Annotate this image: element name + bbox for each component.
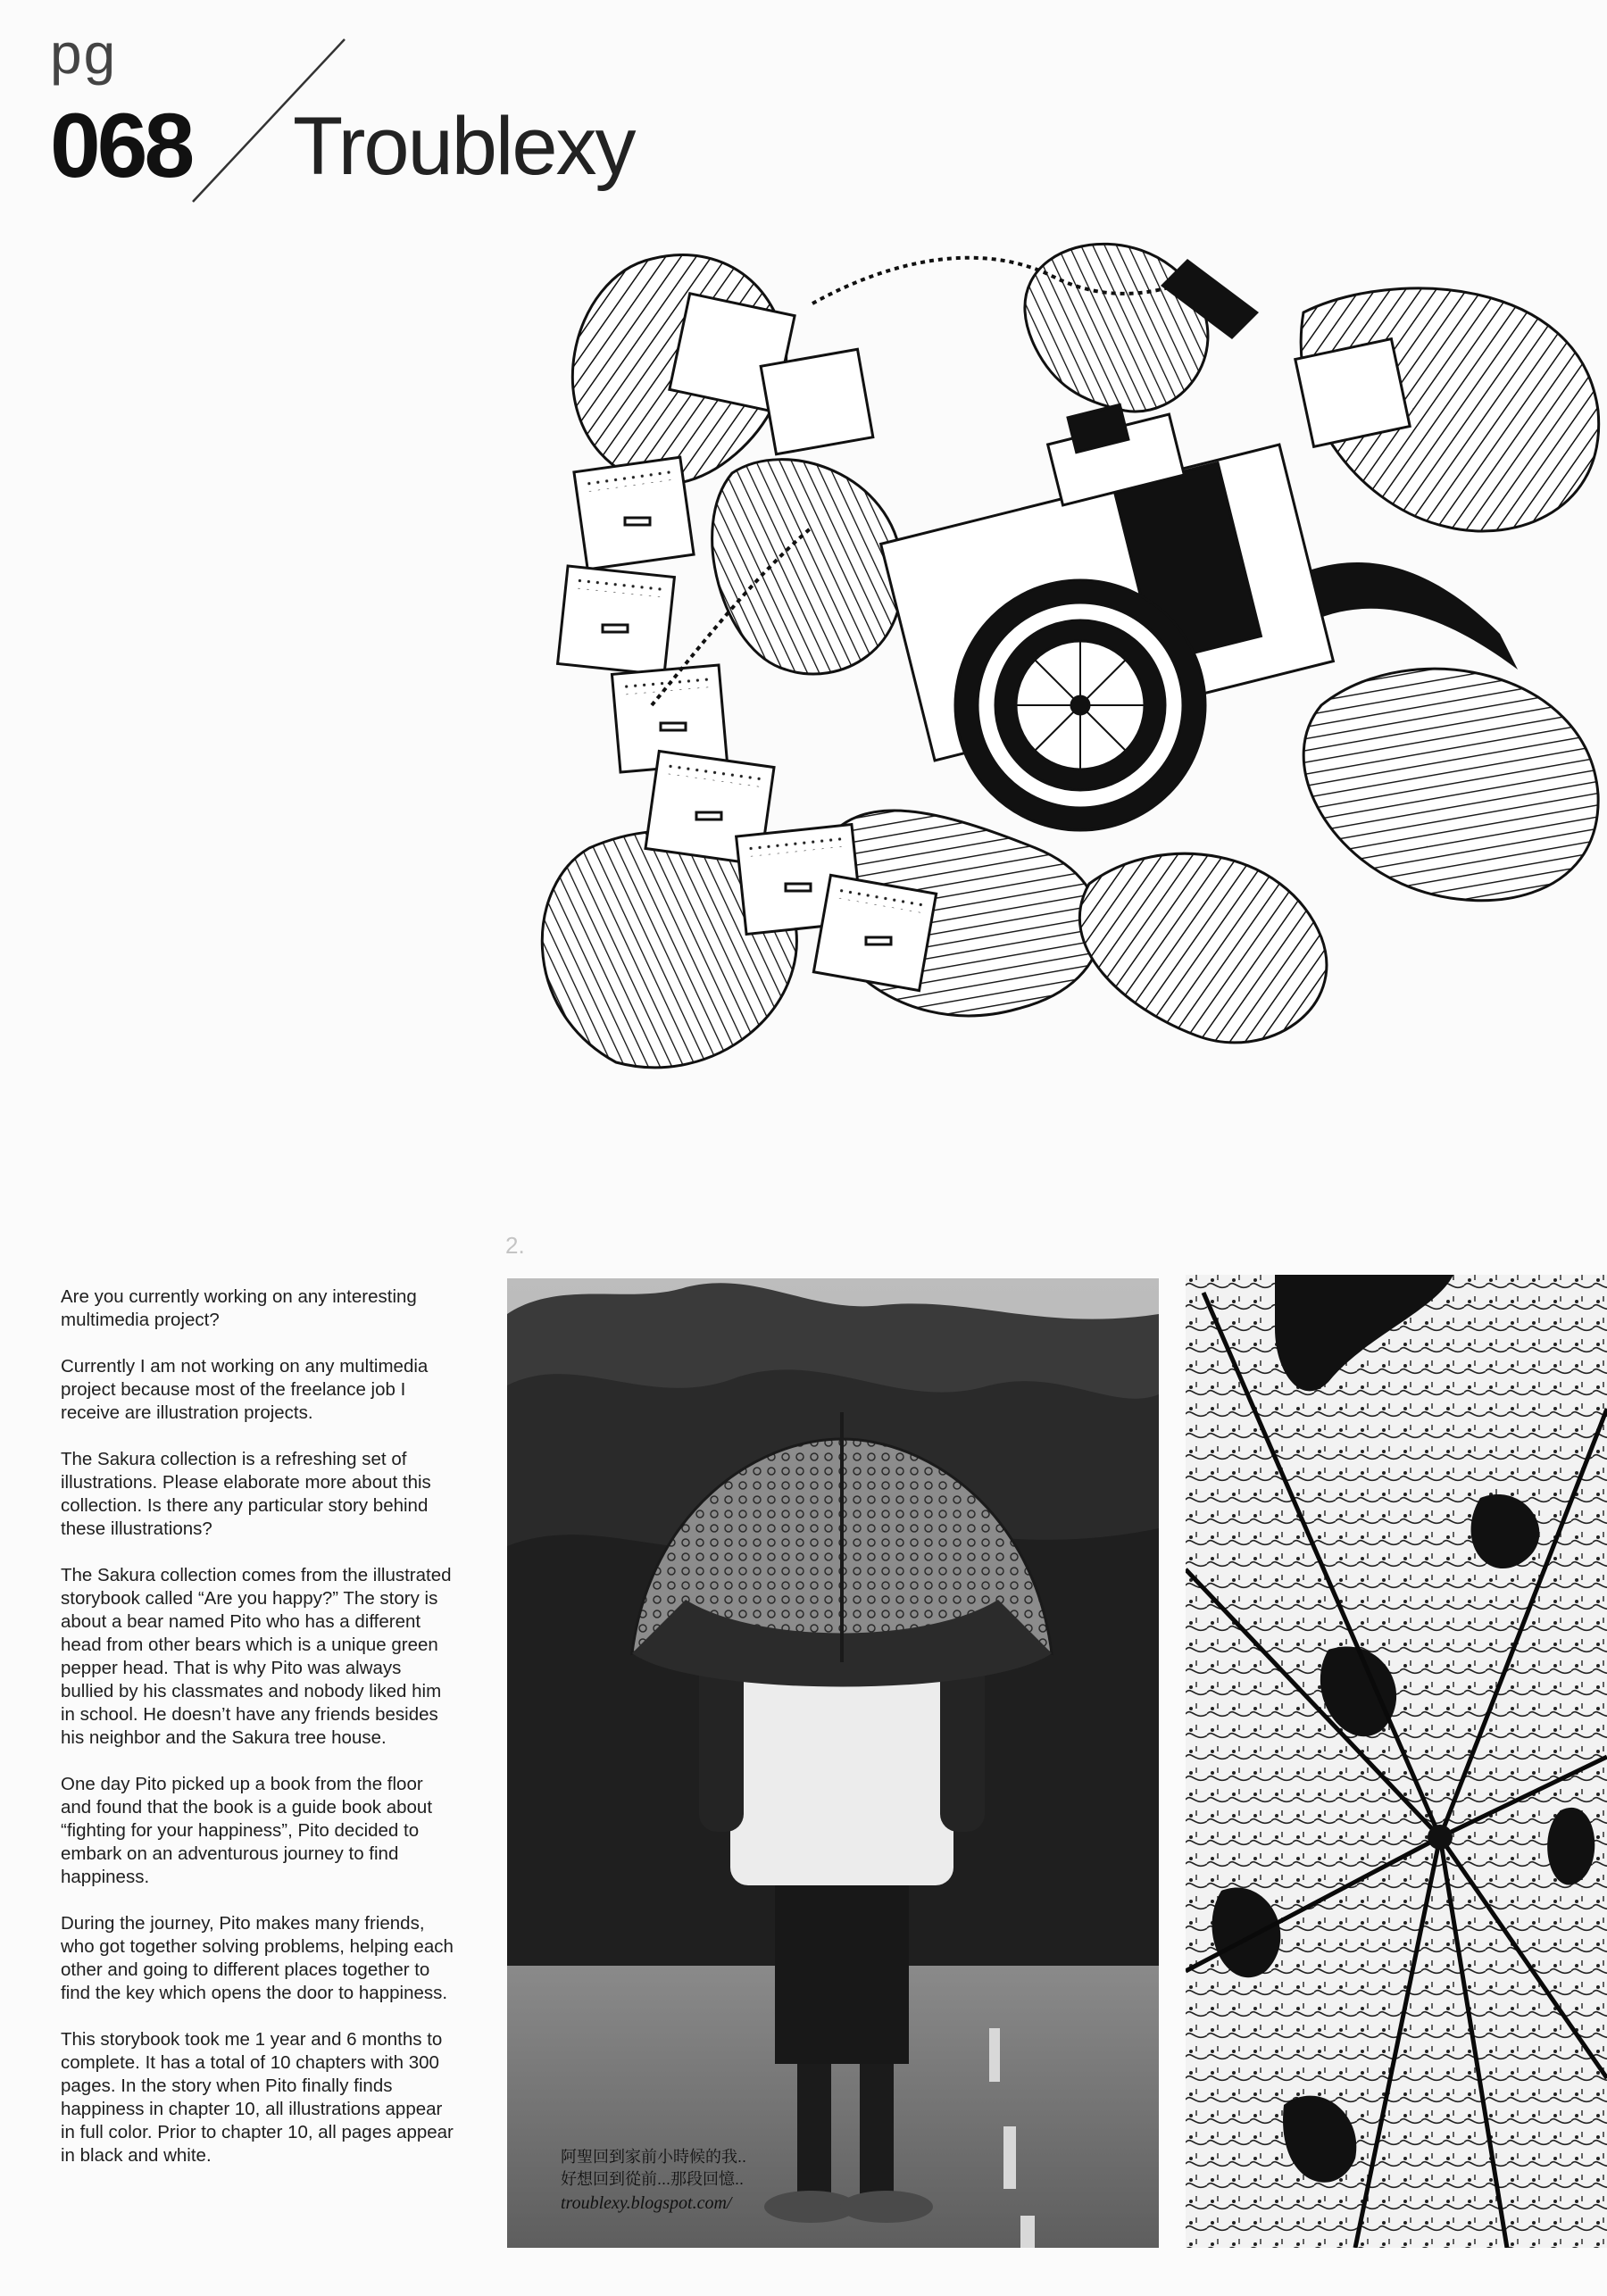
photo-caption-line-2: 好想回到從前...那段回憶.. — [561, 2170, 745, 2188]
page-label: pg — [50, 21, 118, 86]
photo-caption-line-1: 阿聖回到家前小時候的我.. — [561, 2148, 747, 2166]
answer-sakura-journey: One day Pito picked up a book from the floor and found that the book is a guide book about “fighting for your happiness”, Pito decided to embark on an adventurous journey to find happiness. — [61, 1774, 433, 1887]
artist-name: Troublexy — [293, 101, 635, 192]
question-multimedia: Are you currently working on any interesting multimedia project? — [61, 1286, 417, 1330]
answer-sakura-duration: This storybook took me 1 year and 6 months to complete. It has a total of 10 chapters with 300 pages. In the story when Pito finally finds happiness in chapter 10, all illustrations appear in full color. Prior to chapter 10, all pages appear in black and white. — [61, 2029, 454, 2166]
question-sakura: The Sakura collection is a refreshing set of illustrations. Please elaborate more about this collection. Is there any particular story behind these illustrations? — [61, 1449, 431, 1539]
umbrella-photo — [507, 1278, 1159, 2248]
photo-watermark: troublexy.blogspot.com/ — [561, 2193, 732, 2213]
umbrella-artwork — [1186, 1275, 1607, 2248]
interview-text — [61, 1285, 454, 2191]
answer-sakura-friends: During the journey, Pito makes many friends, who got together solving problems, helping each other and going to different places together to find the key which opens the door to happiness. — [61, 1913, 454, 2003]
answer-sakura-story: The Sakura collection comes from the illustrated storybook called “Are you happy?” The story is about a bear named Pito who has a different head from other bears which is a unique green pepper head. That is why Pito was always bullied by his classmates and nobody liked him in school. He doesn’t have any friends besides his neighbor and the Sakura tree house. — [61, 1565, 452, 1748]
answer-multimedia: Currently I am not working on any multimedia project because most of the freelance job I receive are illustration projects. — [61, 1356, 429, 1423]
camera — [881, 404, 1334, 830]
page-number: 068 — [50, 95, 192, 196]
camera-illustration — [518, 205, 1607, 1089]
figure-number: 2. — [505, 1232, 525, 1259]
